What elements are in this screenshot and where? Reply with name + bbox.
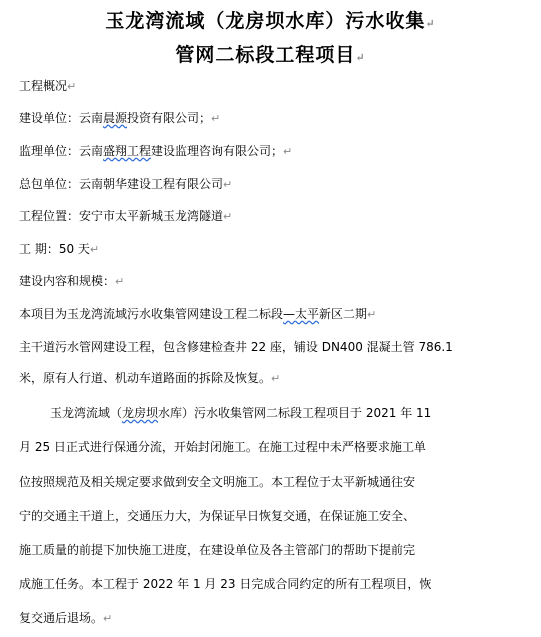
text-line	[19, 208, 232, 225]
line-text: 本项目为玉龙湾流域污水收集管网建设工程二标段—太平新区二期	[19, 307, 368, 321]
paragraph-mark: ↵	[271, 372, 281, 385]
line-text: 米，原有人行道、机动车道路面的拆除及恢复。	[19, 371, 272, 385]
line-text: 施工质量的前提下加快施工进度，在建设单位及各主管部门的帮助下提前完	[19, 543, 416, 557]
paragraph-mark: ↵	[283, 145, 293, 158]
line-text: 工 期：50 天	[19, 242, 90, 256]
paragraph-mark: ↵	[425, 17, 436, 30]
text-line	[19, 78, 76, 95]
text-line	[19, 110, 220, 127]
document-title-line-2	[0, 40, 541, 67]
paragraph-mark: ↵	[223, 178, 233, 191]
spellcheck-underline: 晨源	[103, 111, 128, 125]
line-text: 建设单位：云南晨源投资有限公司；	[19, 111, 212, 125]
line-text: 位按照规范及相关规定要求做到安全文明施工。本工程位于太平新城通往安	[19, 475, 416, 489]
line-text: 成施工任务。本工程于 2022 年 1 月 23 日完成合同约定的所有工程项目，恢	[19, 577, 432, 591]
line-text: 月 25 日正式进行保通分流，开始封闭施工。在施工过程中未严格要求施工单	[19, 440, 426, 454]
paragraph-mark: ↵	[89, 243, 100, 256]
line-text: 复交通后退场。	[19, 611, 104, 625]
paragraph-mark: ↵	[67, 80, 77, 93]
spellcheck-underline: 龙房坝	[122, 406, 159, 420]
text-line	[19, 576, 431, 592]
text-line	[19, 508, 415, 524]
text-line	[19, 339, 453, 355]
title-text: 管网二标段工程项目	[175, 44, 356, 66]
line-text: 工程概况	[19, 79, 68, 93]
paragraph-mark: ↵	[355, 51, 366, 64]
line-text: 监理单位：云南盛翔工程建设监理咨询有限公司；	[19, 144, 284, 158]
title-text: 玉龙湾流域（龙房坝水库）污水收集	[105, 10, 426, 32]
text-line	[19, 241, 99, 258]
document-title-line-1	[0, 6, 541, 33]
paragraph-mark: ↵	[367, 308, 377, 321]
line-text: 建设内容和规模：	[19, 274, 116, 288]
paragraph-mark: ↵	[115, 275, 125, 288]
line-text: 玉龙湾流域（龙房坝水库）污水收集管网二标段工程项目于 2021 年 11	[50, 406, 432, 420]
line-text: 总包单位：云南朝华建设工程有限公司	[19, 177, 224, 191]
paragraph-mark: ↵	[103, 612, 113, 625]
text-line	[19, 439, 426, 455]
text-line	[19, 306, 376, 323]
paragraph-mark: ↵	[211, 112, 221, 125]
paragraph-mark: ↵	[223, 210, 233, 223]
line-text: 主干道污水管网建设工程，包含修建检查井 22 座，铺设 DN400 混凝土管 786.1	[19, 340, 453, 354]
spellcheck-underline: —太平	[283, 307, 320, 321]
text-line	[19, 143, 292, 160]
text-line	[19, 610, 112, 627]
text-line	[19, 542, 415, 558]
spellcheck-underline: 盛翔工程	[103, 144, 152, 158]
text-line	[19, 370, 280, 387]
text-line	[19, 273, 124, 290]
text-line	[50, 405, 431, 421]
line-text: 宁的交通主干道上，交通压力大，为保证早日恢复交通，在保证施工安全、	[19, 509, 416, 523]
text-line	[19, 176, 232, 193]
text-line	[19, 474, 415, 490]
line-text: 工程位置：安宁市太平新城玉龙湾隧道	[19, 209, 224, 223]
